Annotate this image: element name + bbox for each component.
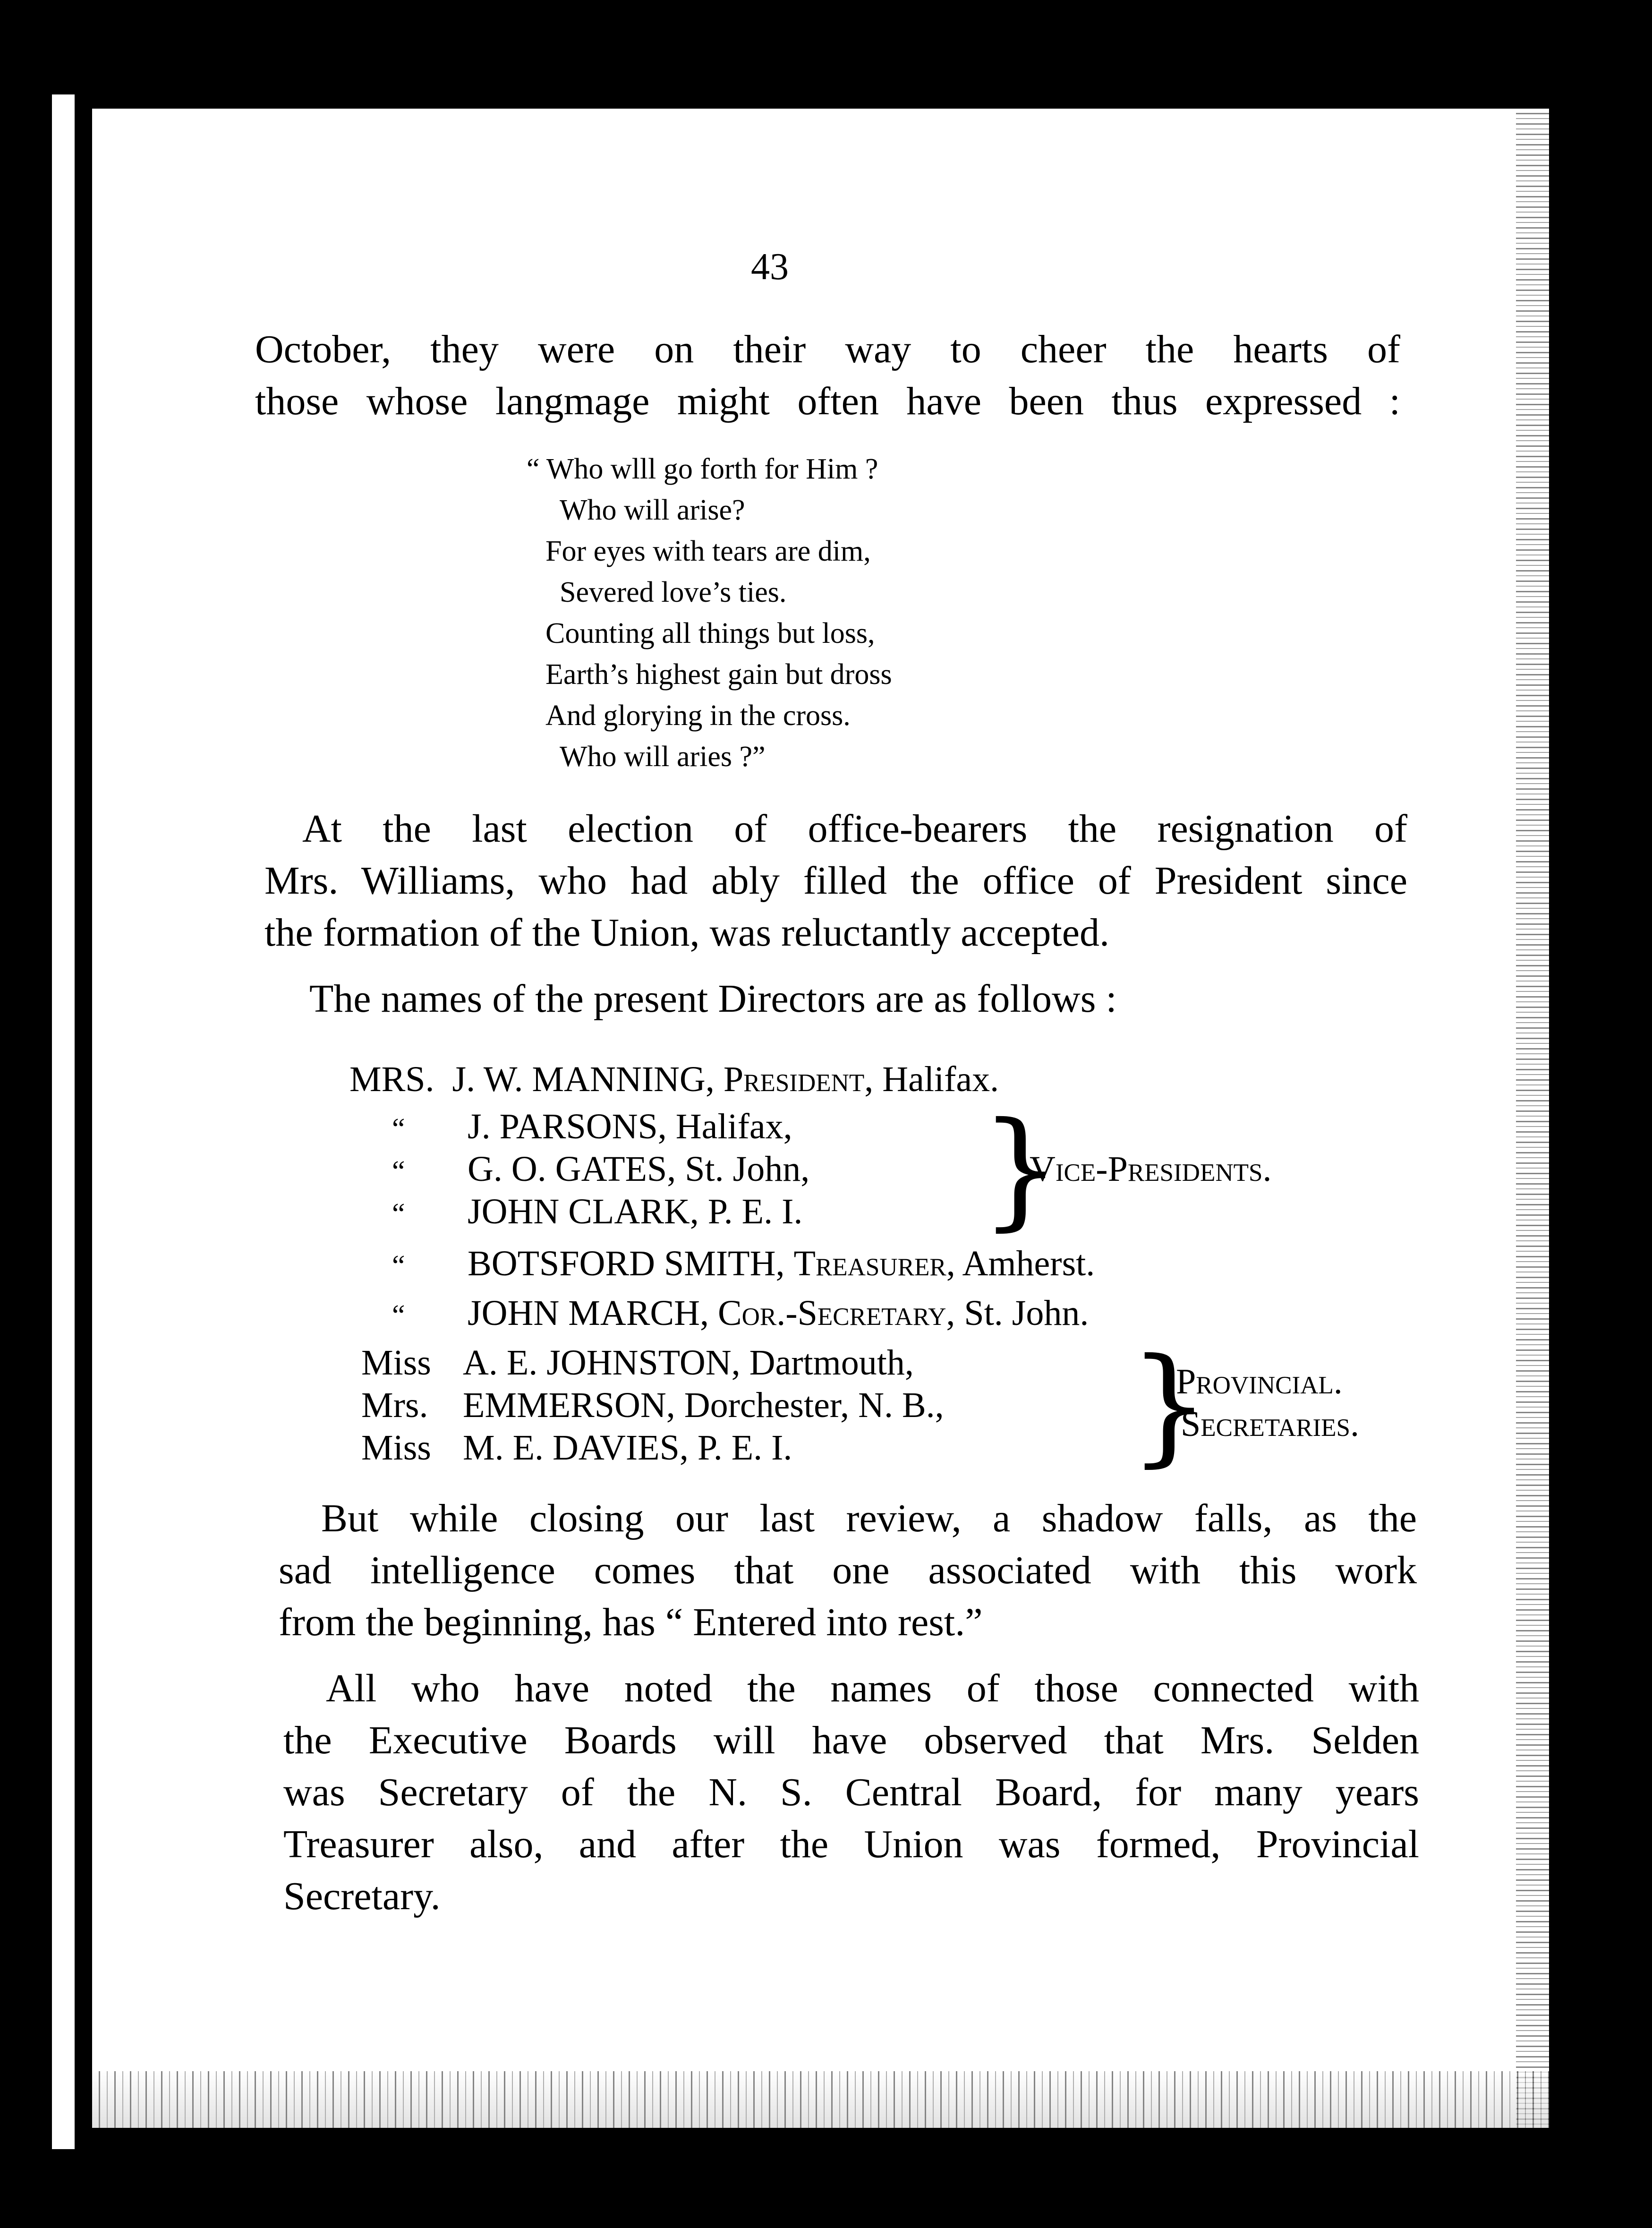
provincial-label: Provincial.: [1176, 1362, 1343, 1401]
poem-line: Counting all things but loss,: [545, 617, 875, 649]
provincial-title: Mrs.: [361, 1385, 428, 1425]
paragraph-line: Treasurer also, and after the Union was formed, Provincial: [283, 1822, 1419, 1866]
ditto-mark: “: [392, 1113, 405, 1145]
provincial-secretary-row: [361, 1384, 944, 1426]
president-row: [349, 1058, 999, 1101]
vice-president-name: G. O. GATES, St. John,: [468, 1149, 810, 1189]
poem-line: And glorying in the cross.: [545, 700, 851, 732]
ditto-mark: “: [392, 1250, 405, 1282]
poem-line: For eyes with tears are dim,: [545, 535, 871, 567]
binding-edge: [52, 94, 75, 2149]
cor-secretary-row: [392, 1292, 1089, 1337]
president-role: President,: [723, 1059, 874, 1099]
poem-line: Severed love’s ties.: [560, 576, 787, 608]
paragraph-5: [283, 1663, 1419, 1922]
ditto-mark: “: [392, 1155, 405, 1187]
page-bottom-texture: [92, 2071, 1549, 2128]
provincial-secretary-row: [361, 1341, 914, 1384]
paragraph-1: [255, 324, 1400, 427]
vice-presidents-brace: }: [980, 1094, 1061, 1243]
vice-president-name: J. PARSONS, Halifax,: [468, 1107, 792, 1146]
paragraph-2: [264, 803, 1407, 959]
treasurer-place: Amherst.: [962, 1244, 1095, 1283]
page-edge-texture: [1516, 109, 1549, 2128]
ditto-mark: “: [392, 1299, 405, 1332]
paragraph-line: the Executive Boards will have observed that Mrs. Selden: [283, 1718, 1419, 1762]
paragraph-3: [309, 973, 1396, 1025]
poem-line: “ Who wlll go forth for Him ?: [527, 453, 878, 485]
book-page: [92, 109, 1549, 2128]
page-number: 43: [751, 246, 789, 288]
paragraph-line: At the last election of office-bearers the resignation of: [302, 807, 1407, 851]
paragraph-line: Secretary.: [283, 1874, 441, 1918]
vice-presidents-label: Vice-Presidents.: [1030, 1149, 1272, 1189]
vice-president-row: [392, 1190, 803, 1235]
provincial-title: Miss: [361, 1343, 431, 1383]
president-title: MRS.: [349, 1059, 434, 1099]
paragraph-line: the formation of the Union, was reluctantly accepted.: [264, 911, 1110, 955]
provincial-name: M. E. DAVIES, P. E. I.: [463, 1428, 792, 1468]
paragraph-line: was Secretary of the N. S. Central Board, for many years: [283, 1770, 1419, 1814]
paragraph-line: All who have noted the names of those connected with: [326, 1666, 1419, 1710]
ditto-mark: “: [392, 1198, 405, 1230]
treasurer-name: BOTSFORD SMITH,: [468, 1244, 785, 1283]
vice-president-row: [392, 1148, 810, 1193]
president-place: Halifax.: [882, 1059, 999, 1099]
provincial-secretary-row: [361, 1426, 792, 1469]
president-name: J. W. MANNING,: [452, 1059, 715, 1099]
paragraph-line: The names of the present Directors are as follows :: [309, 977, 1117, 1021]
provincial-name: EMMERSON, Dorchester, N. B.,: [463, 1385, 944, 1425]
poem: [527, 449, 892, 777]
paragraph-line: October, they were on their way to cheer the hearts of: [255, 327, 1400, 371]
paragraph-line: Mrs. Williams, who had ably filled the office of President since: [264, 859, 1407, 903]
vice-president-row: [392, 1105, 792, 1150]
provincial-title: Miss: [361, 1428, 431, 1468]
provincial-brace: }: [1129, 1331, 1210, 1479]
cor-secretary-place: St. John.: [964, 1293, 1089, 1333]
poem-line: Who will aries ?”: [560, 741, 766, 773]
cor-secretary-name: JOHN MARCH,: [468, 1293, 709, 1333]
poem-line: Earth’s highest gain but dross: [545, 658, 892, 691]
vice-president-name: JOHN CLARK, P. E. I.: [468, 1192, 803, 1231]
paragraph-4: [279, 1493, 1417, 1648]
treasurer-row: [392, 1242, 1095, 1287]
paragraph-line: those whose langmage might often have been thus expressed :: [255, 379, 1400, 423]
paragraph-line: from the beginning, has “ Entered into rest.”: [279, 1600, 983, 1644]
secretaries-label: Secretaries.: [1181, 1404, 1359, 1444]
poem-line: Who will arise?: [560, 494, 745, 526]
paragraph-line: But while closing our last review, a shadow falls, as the: [321, 1496, 1417, 1540]
treasurer-role: Treasurer,: [793, 1244, 955, 1283]
provincial-name: A. E. JOHNSTON, Dartmouth,: [463, 1343, 914, 1383]
cor-secretary-role: Cor.-Secretary,: [717, 1293, 955, 1333]
paragraph-line: sad intelligence comes that one associated with this work: [279, 1548, 1417, 1592]
